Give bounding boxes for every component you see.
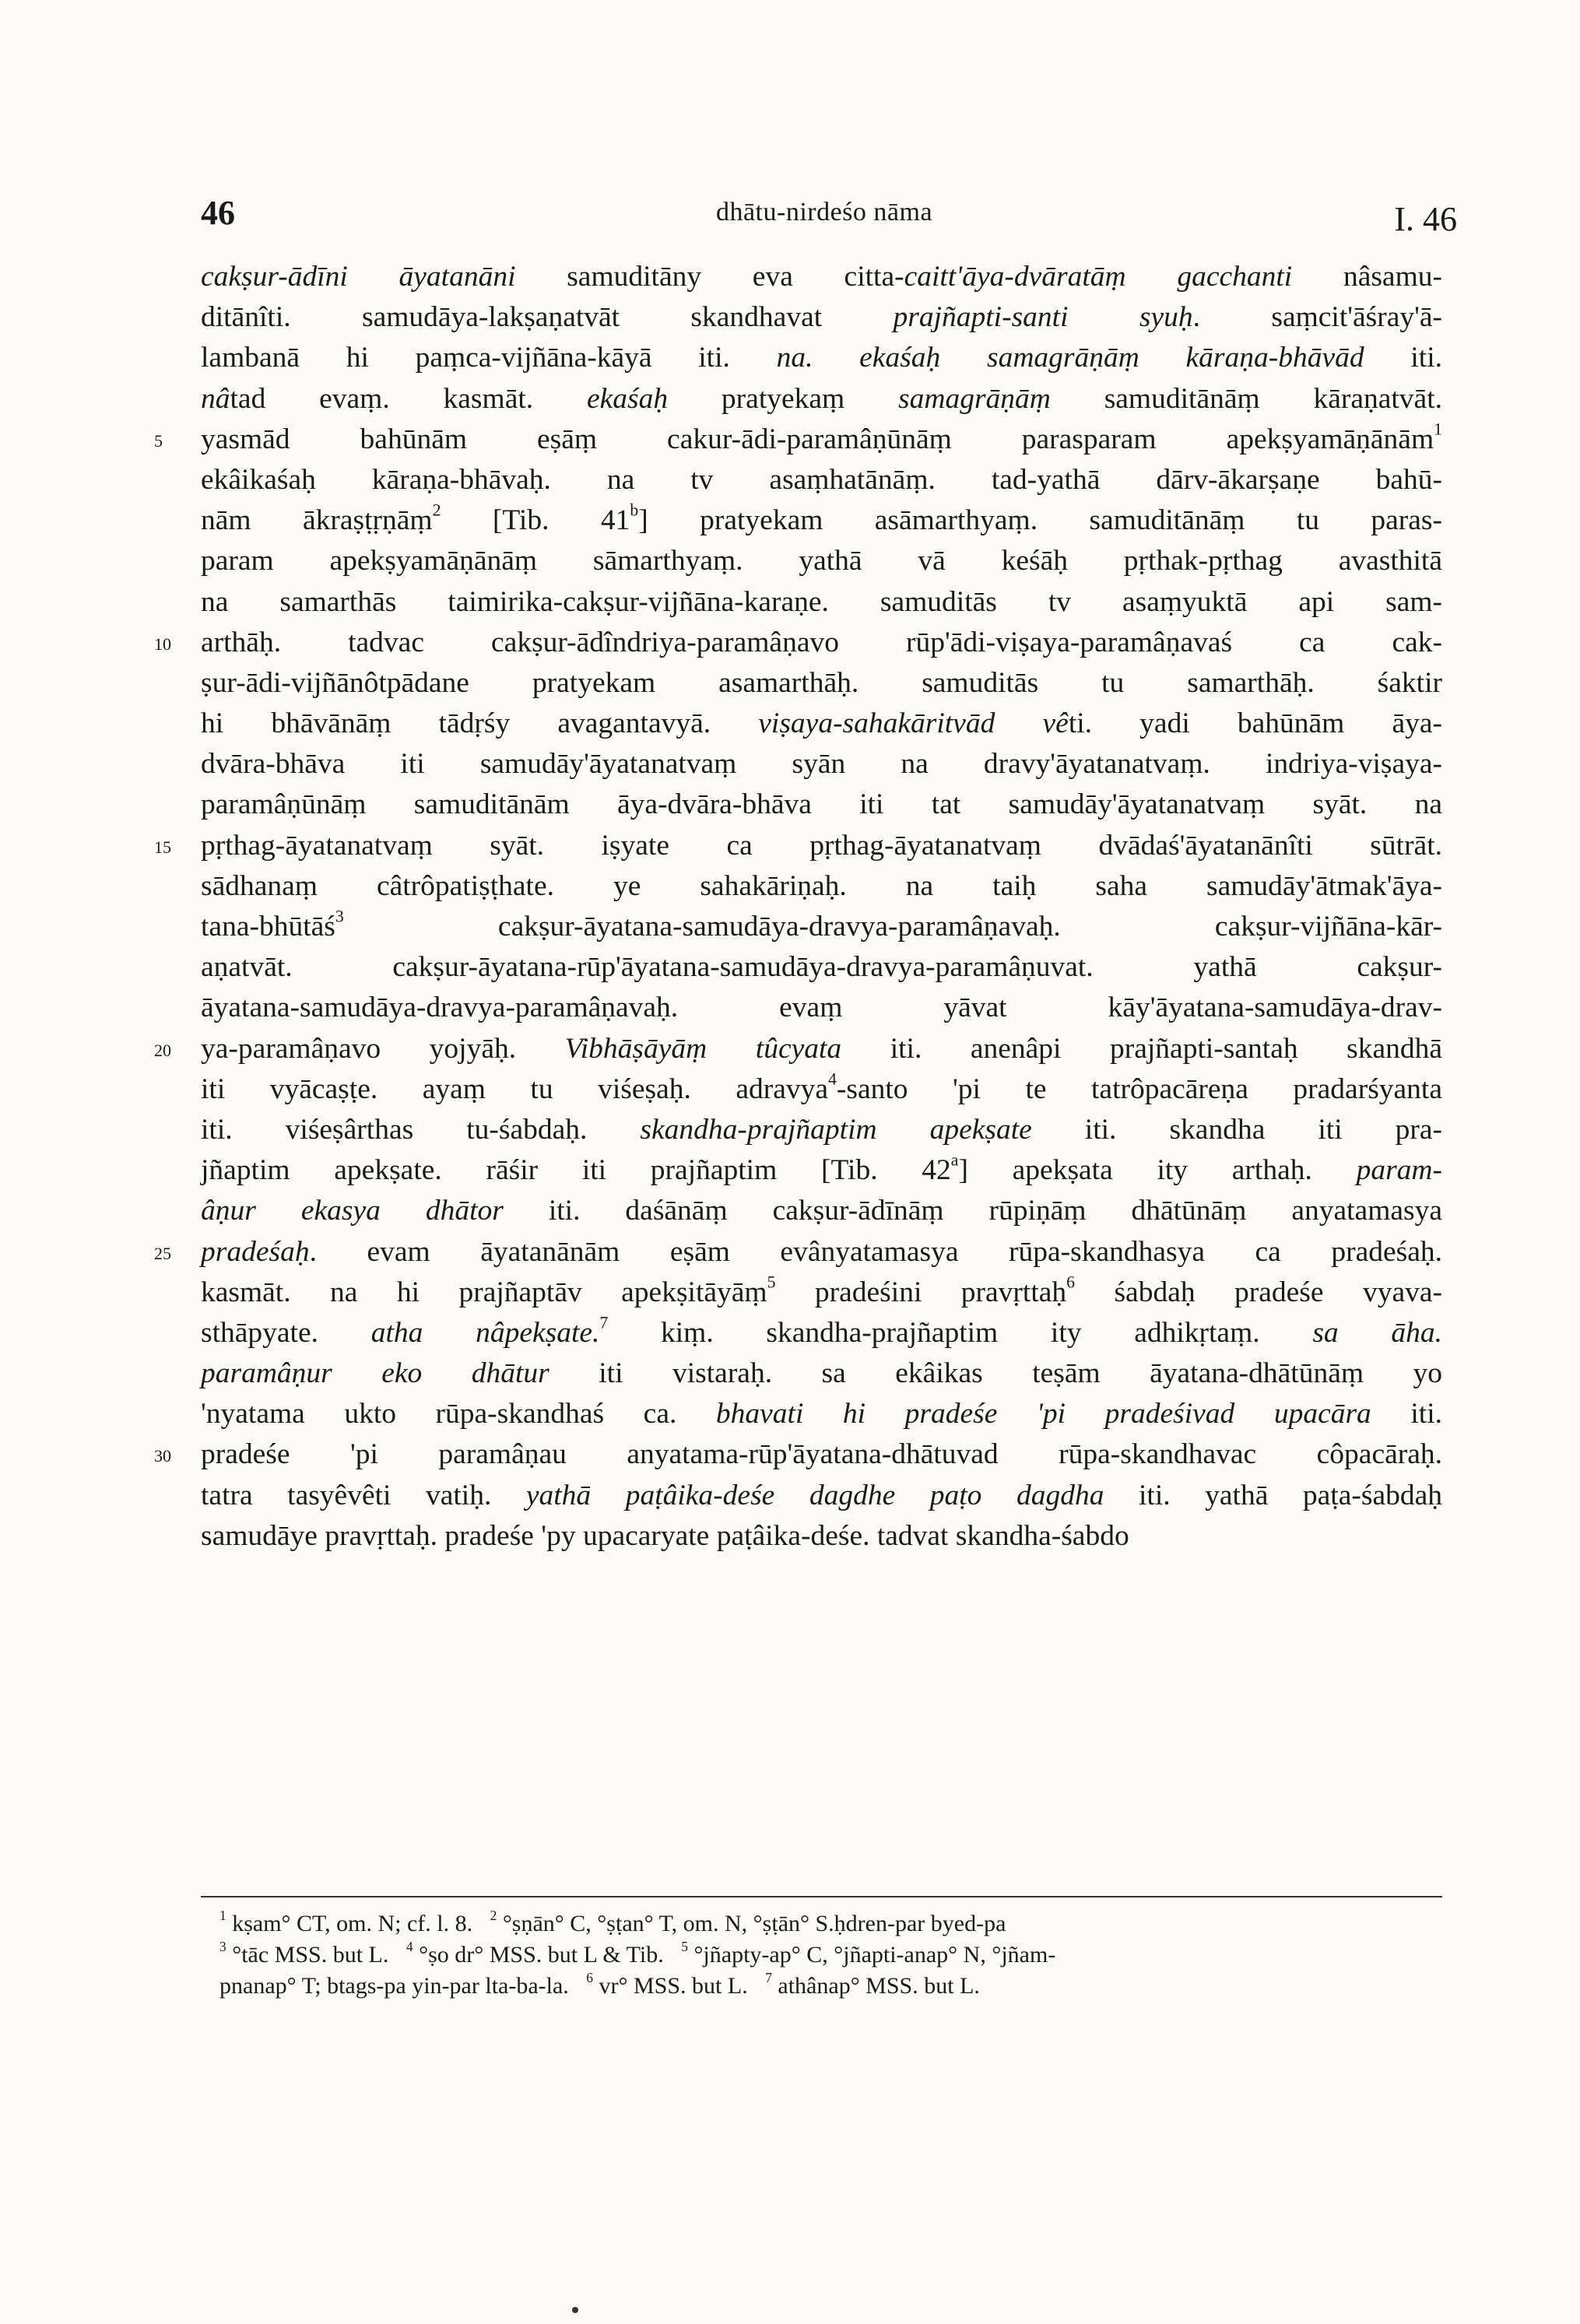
paper-speck (572, 2307, 578, 2313)
text-line (154, 420, 1442, 460)
text-line (201, 1110, 1442, 1150)
text-line (201, 460, 1442, 500)
line-text: ya-paramâṇavo yojyāḥ. Vibhāṣāyāṃ tûcyata iti. anenâpi prajñapti-santaḥ skandhā (201, 1032, 1443, 1065)
text-line (201, 947, 1442, 988)
line-number: 30 (154, 1446, 171, 1466)
text-line (201, 1313, 1442, 1353)
line-text: sādhanaṃ câtrôpatiṣṭhate. ye sahakāriṇaḥ. na taiḥ saha samudāy'ātmak'āya- (201, 869, 1442, 902)
text-line (201, 1150, 1442, 1191)
footnote-rule (201, 1896, 1442, 1897)
text-line (201, 1394, 1442, 1434)
text-line (154, 1232, 1442, 1273)
footnote-line: $^1$ kṣam° CT, om. N; cf. l. 8. $^2$ °ṣṇān° C, °ṣṭan° T, om. N, °ṣṭān° S.ḥdren-par byed-pa (219, 1908, 1006, 1936)
footnote-line: $^3$ °tāc MSS. but L. $^4$ °ṣo dr° MSS. but L & Tib. $^5$ °jñapty-ap° C, °jñapti-anap° N, °jñam- (219, 1939, 1056, 1968)
text-line (201, 1353, 1442, 1394)
text-line (154, 1029, 1443, 1069)
running-head: dhātu-nirdeśo nāma (715, 198, 933, 226)
line-text: tana-bhūtāś$^3$ cakṣur-āyatana-samudāya-dravya-paramâṇavaḥ. cakṣur-vijñāna-kār- (201, 907, 1442, 943)
text-line (201, 582, 1442, 623)
text-line (201, 866, 1442, 907)
line-text: ṣur-ādi-vijñānôtpādane pratyekam asamarthāḥ. samuditās tu samarthāḥ. śaktir (201, 666, 1442, 699)
line-text: paramâṇūnāṃ samuditānām āya-dvāra-bhāva iti tat samudāy'āyatanatvaṃ syāt. na (201, 788, 1442, 821)
text-line (201, 704, 1442, 744)
line-text: aṇatvāt. cakṣur-āyatana-rūp'āyatana-samudāya-dravya-paramâṇuvat. yathā cakṣur- (201, 951, 1442, 984)
line-text: 'nyatama ukto rūpa-skandhaś ca. bhavati hi pradeśe 'pi pradeśivad upacāra iti. (201, 1398, 1442, 1431)
text-line (154, 1434, 1442, 1475)
line-text: iti. viśeṣârthas tu-śabdaḥ. skandha-prajñaptim apekṣate iti. skandha iti pra- (201, 1113, 1442, 1146)
text-line (201, 744, 1442, 785)
line-text: āyatana-samudāya-dravya-paramâṇavaḥ. evaṃ yāvat kāy'āyatana-samudāya-drav- (201, 992, 1442, 1024)
line-text: jñaptim apekṣate. rāśir iti prajñaptim [Tib. 42$^a$] apekṣata ity arthaḥ. param- (201, 1150, 1442, 1187)
line-text: yasmād bahūnām eṣāṃ cakur-ādi-paramâṇūnāṃ parasparam apekṣyamāṇānām$^1$ (201, 420, 1442, 455)
text-line (201, 1273, 1442, 1313)
text-line (201, 379, 1442, 420)
line-text: pṛthag-āyatanatvaṃ syāt. iṣyate ca pṛthag-āyatanatvaṃ dvādaś'āyatanānîti sūtrāt. (201, 829, 1442, 862)
line-number: 20 (154, 1040, 171, 1060)
text-line (201, 338, 1442, 378)
text-line (201, 785, 1442, 825)
line-text: pradeśe 'pi paramâṇau anyatama-rūp'āyatana-dhātuvad rūpa-skandhavac côpacāraḥ. (201, 1438, 1442, 1471)
line-text: paramâṇur eko dhātur iti vistaraḥ. sa ekâikas teṣām āyatana-dhātūnāṃ yo (201, 1357, 1442, 1390)
section-reference: I. 46 (1394, 200, 1457, 238)
text-line (201, 907, 1442, 947)
line-text: sthāpyate. atha nâpekṣate.$^7$ kiṃ. skandha-prajñaptim ity adhikṛtaṃ. sa āha. (201, 1313, 1442, 1349)
line-text: samudāye pravṛttaḥ. pradeśe 'py upacaryate paṭâika-deśe. tadvat skandha-śabdo (201, 1519, 1129, 1552)
line-text: iti vyācaṣṭe. ayaṃ tu viśeṣaḥ. adravya$^4$-santo 'pi te tatrôpacāreṇa pradarśyanta (201, 1069, 1442, 1105)
text-line (201, 1069, 1442, 1110)
text-line (201, 1476, 1442, 1516)
line-text: dvāra-bhāva iti samudāy'āyatanatvaṃ syān na dravy'āyatanatvaṃ. indriya-viṣaya- (201, 748, 1442, 781)
line-text: ditānîti. samudāya-lakṣaṇatvāt skandhavat prajñapti-santi syuḥ. saṃcit'āśray'ā- (201, 301, 1443, 334)
text-line (201, 257, 1442, 297)
line-text: param apekṣyamāṇānāṃ sāmarthyaṃ. yathā vā keśāḥ pṛthak-pṛthag avasthitā (201, 545, 1442, 577)
line-text: tatra tasyêvêti vatiḥ. yathā paṭâika-deśe dagdhe paṭo dagdha iti. yathā paṭa-śabdaḥ (201, 1479, 1442, 1511)
text-line (154, 826, 1442, 866)
line-text: nâtad evaṃ. kasmāt. ekaśaḥ pratyekaṃ samagrāṇāṃ samuditānāṃ kāraṇatvāt. (201, 382, 1442, 415)
line-text: nām ākraṣṭṛṇāṃ$^2$ [Tib. 41$^b$] pratyekam asāmarthyaṃ. samuditānāṃ tu paras- (201, 500, 1442, 537)
line-text: âṇur ekasya dhātor iti. daśānāṃ cakṣur-ādīnāṃ rūpiṇāṃ dhātūnāṃ anyatamasya (201, 1195, 1442, 1227)
line-number: 15 (154, 837, 171, 857)
line-number: 10 (154, 634, 171, 654)
text-line (201, 663, 1442, 704)
footnotes (219, 1908, 1418, 2002)
line-text: pradeśaḥ. evam āyatanānām eṣām evânyatamasya rūpa-skandhasya ca pradeśaḥ. (201, 1235, 1442, 1268)
line-text: lambanā hi paṃca-vijñāna-kāyā iti. na. ekaśaḥ samagrāṇāṃ kāraṇa-bhāvād iti. (201, 342, 1442, 374)
footnote-line: pnanap° T; btags-pa yin-par lta-ba-la. $^6$ vr° MSS. but L. $^7$ athânap° MSS. but L. (219, 1970, 980, 1999)
text-line (201, 500, 1442, 541)
line-text: hi bhāvānāṃ tādṛśy avagantavyā. viṣaya-sahakāritvād vêti. yadi bahūnām āya- (201, 707, 1443, 740)
text-line (201, 1191, 1442, 1231)
line-text: kasmāt. na hi prajñaptāv apekṣitāyāṃ$^5$ pradeśini pravṛttaḥ$^6$ śabdaḥ pradeśe vyava- (201, 1273, 1443, 1308)
line-text: arthāḥ. tadvac cakṣur-ādîndriya-paramâṇavo rūp'ādi-viṣaya-paramâṇavaś ca cak- (201, 626, 1442, 658)
text-line (154, 623, 1442, 663)
text-line (201, 541, 1442, 581)
page-header (201, 193, 1457, 240)
main-text (154, 257, 1443, 1557)
line-text: na samarthās taimirika-cakṣur-vijñāna-karaṇe. samuditās tv asaṃyuktā api sam- (201, 585, 1442, 618)
text-line (201, 297, 1442, 338)
line-number: 5 (154, 430, 163, 451)
line-text: cakṣur-ādīni āyatanāni samuditāny eva citta-caitt'āya-dvāratāṃ gacchanti nâsamu- (201, 261, 1442, 293)
line-number: 25 (154, 1243, 171, 1263)
page-number: 46 (201, 194, 235, 232)
text-line (201, 1516, 1442, 1557)
line-text: ekâikaśaḥ kāraṇa-bhāvaḥ. na tv asaṃhatānāṃ. tad-yathā dārv-ākarṣaṇe bahū- (201, 463, 1442, 496)
text-line (201, 988, 1442, 1028)
